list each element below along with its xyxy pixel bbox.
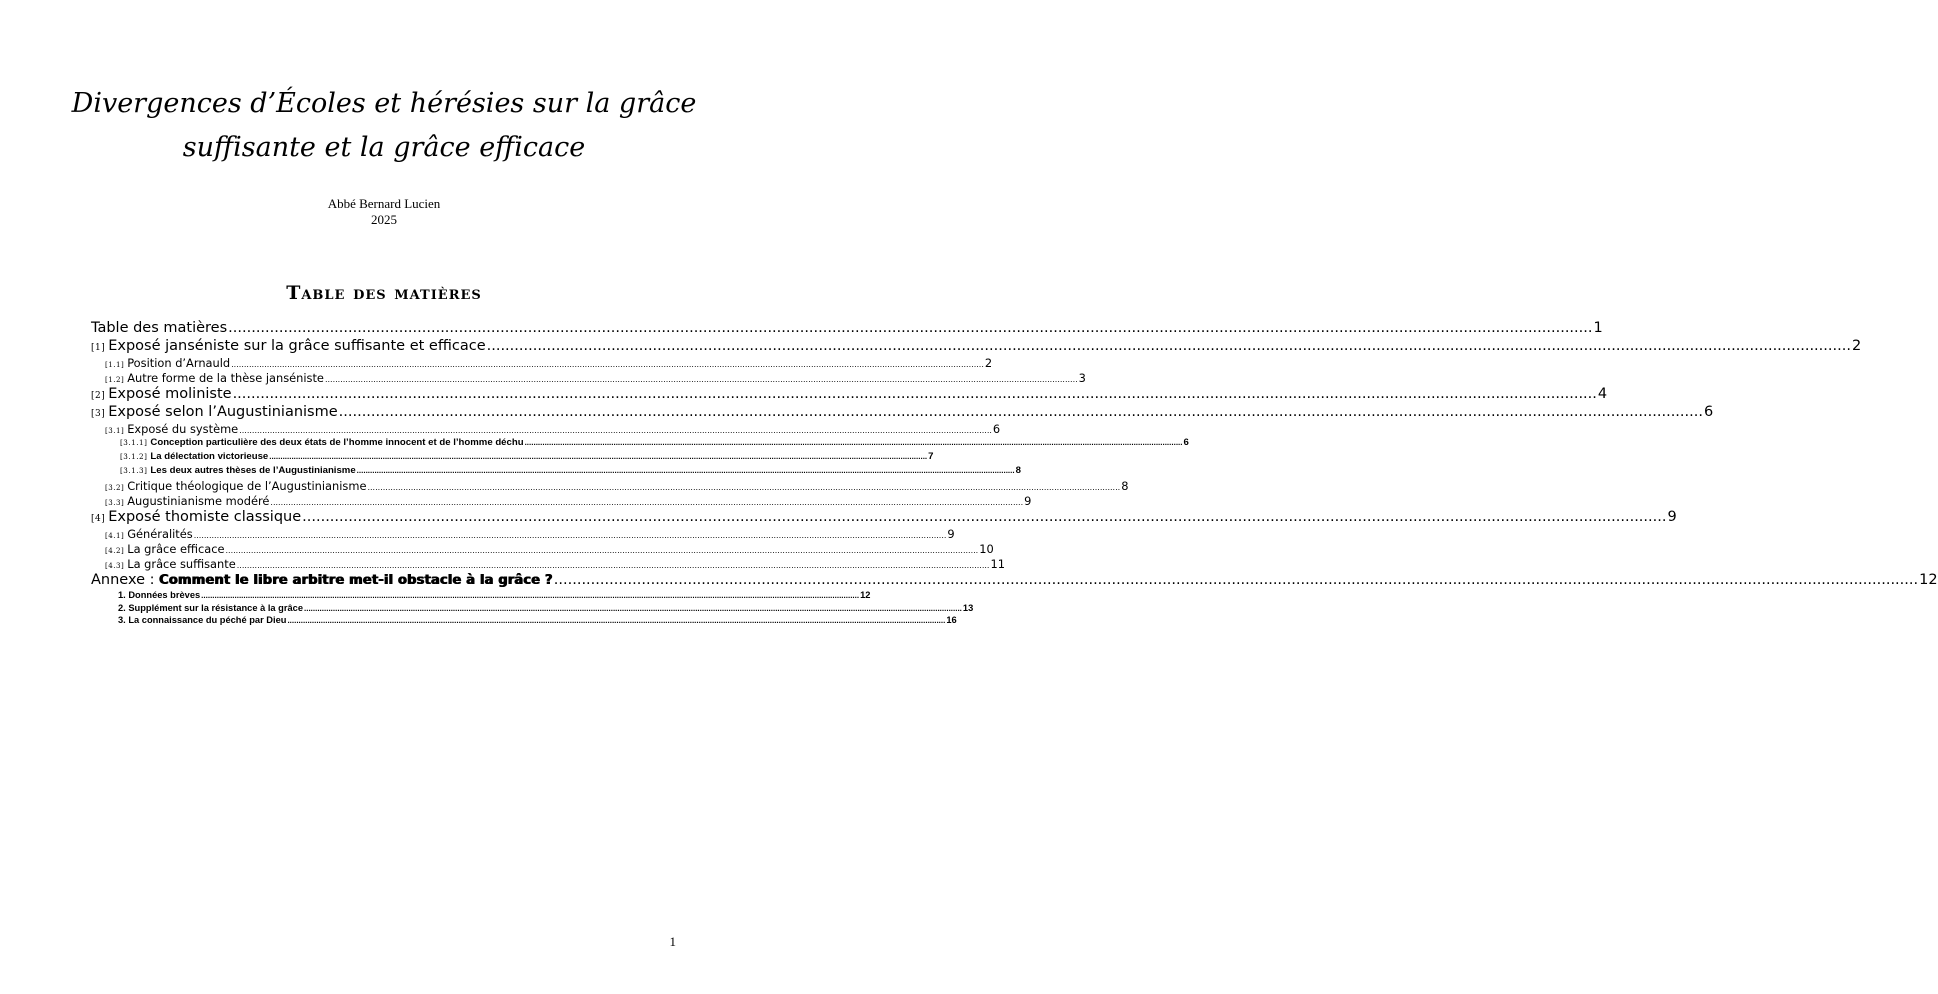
toc-entry-label: La grâce suffisante xyxy=(127,557,236,571)
leader-dots xyxy=(357,466,1015,475)
leader-dots xyxy=(339,404,1703,420)
toc-entry-label: La délectation victorieuse xyxy=(150,451,269,462)
toc-entry-critique-theologique[interactable] xyxy=(105,479,1129,494)
toc-entry-page: 10 xyxy=(979,542,994,556)
section-number: [1.2] xyxy=(105,375,125,384)
toc-entry-label: Généralités xyxy=(127,527,193,541)
toc-entry-annexe[interactable] xyxy=(91,572,1938,590)
toc-entry-label: Position d’Arnauld xyxy=(127,356,231,370)
toc-entry-expose-moliniste[interactable] xyxy=(91,386,1608,404)
toc-entry-label: Conception particulière des deux états de l’homme innocent et de l’homme déchu xyxy=(150,437,524,448)
toc-entry-page: 8 xyxy=(1121,479,1129,493)
toc-entry-generalites[interactable] xyxy=(105,527,955,542)
toc-entry-supplement-resistance[interactable] xyxy=(118,602,974,616)
toc-entry-label-emphasis: Comment le libre arbitre met-il obstacle à la grâce ? xyxy=(159,573,553,588)
toc-entry-page: 6 xyxy=(1703,404,1714,420)
toc-entry-grace-efficace[interactable] xyxy=(105,542,994,557)
toc-entry-page: 12 xyxy=(1919,572,1938,588)
toc-heading: Table des matières xyxy=(286,282,482,304)
toc-entry-label: Autre forme de la thèse janséniste xyxy=(127,371,324,385)
toc-entry-label: Les deux autres thèses de l’Augustinianisme xyxy=(150,465,356,476)
leader-dots xyxy=(201,591,859,600)
section-number: [1] xyxy=(91,343,106,353)
toc-entry-label: Exposé selon l’Augustinianisme xyxy=(108,404,338,420)
toc-entry-page: 1 xyxy=(1593,320,1603,336)
toc-entry-label: Exposé du système xyxy=(127,422,239,436)
toc-entry-page: 11 xyxy=(990,557,1005,571)
leader-dots xyxy=(554,572,1918,588)
leader-dots xyxy=(304,604,962,613)
toc-entry-label: Table des matières xyxy=(91,320,228,336)
leader-dots xyxy=(194,531,947,540)
leader-dots xyxy=(287,616,945,625)
toc-entry-page: 12 xyxy=(860,590,871,600)
toc-entry-expose-thomiste[interactable] xyxy=(91,509,1677,527)
section-number: [3.1.2] xyxy=(120,452,148,461)
section-number: [2] xyxy=(91,391,106,401)
toc-entry-autre-forme[interactable] xyxy=(105,371,1086,386)
toc-entry-expose-augustinianisme[interactable] xyxy=(91,404,1714,422)
toc-entry-augustinianisme-modere[interactable] xyxy=(105,494,1032,509)
toc-entry-label: Annexe : xyxy=(91,572,160,588)
section-number: [1.1] xyxy=(105,360,125,369)
document-title-line-2: suffisante et la grâce efficace xyxy=(182,132,586,163)
leader-dots xyxy=(225,546,978,555)
toc-entry-label: Critique théologique de l’Augustinianisme xyxy=(127,479,367,493)
leader-dots xyxy=(367,483,1120,492)
page-number: 1 xyxy=(669,934,676,949)
leader-dots xyxy=(233,386,1597,402)
section-number: [4.2] xyxy=(105,546,125,555)
leader-dots xyxy=(525,438,1183,447)
leader-dots xyxy=(302,509,1666,525)
toc-entry-expose-systeme[interactable] xyxy=(105,422,1001,437)
toc-entry-label: 3. La connaissance du péché par Dieu xyxy=(118,615,287,625)
leader-dots xyxy=(487,338,1851,354)
toc-entry-page: 6 xyxy=(1183,437,1189,448)
toc-entry-label: Exposé thomiste classique xyxy=(108,509,302,525)
toc-entry-page: 6 xyxy=(992,422,1001,436)
section-number: [3.1.1] xyxy=(120,438,148,447)
toc-entry-page: 8 xyxy=(1015,465,1021,476)
section-number: [3.2] xyxy=(105,483,125,492)
toc-entry-page: 9 xyxy=(1667,509,1677,525)
toc-entry-page: 16 xyxy=(946,615,957,625)
toc-entry-conception-deux-etats[interactable] xyxy=(120,437,1189,451)
toc-entry-page: 7 xyxy=(928,451,934,462)
author: Abbé Bernard Lucien xyxy=(327,196,441,211)
table-of-contents xyxy=(91,320,1938,628)
section-number: [3] xyxy=(91,409,106,419)
leader-dots xyxy=(237,561,990,570)
toc-entry-label: Augustinianisme modéré xyxy=(127,494,270,508)
toc-entry-page: 2 xyxy=(1851,338,1862,354)
leader-dots xyxy=(270,498,1023,507)
toc-entry-expose-janseniste[interactable] xyxy=(91,338,1862,356)
toc-entry-table-des-matieres[interactable] xyxy=(91,320,1603,338)
toc-entry-page: 3 xyxy=(1078,371,1086,385)
toc-entry-label: 2. Supplément sur la résistance à la grâce xyxy=(118,602,303,613)
section-number: [3.1] xyxy=(105,426,125,435)
toc-entry-page: 9 xyxy=(947,527,955,541)
toc-entry-page: 2 xyxy=(984,356,993,370)
year: 2025 xyxy=(371,212,397,227)
toc-entry-grace-suffisante[interactable] xyxy=(105,557,1005,572)
toc-entry-deux-autres-theses[interactable] xyxy=(120,465,1021,479)
section-number: [4.3] xyxy=(105,561,125,570)
toc-entry-position-arnauld[interactable] xyxy=(105,356,993,371)
toc-entry-label: Exposé janséniste sur la grâce suffisante et efficace xyxy=(108,338,486,354)
section-number: [4] xyxy=(91,514,106,524)
section-number: [4.1] xyxy=(105,531,125,540)
leader-dots xyxy=(325,375,1078,384)
toc-entry-page: 4 xyxy=(1597,386,1608,402)
toc-entry-donnees-breves[interactable] xyxy=(118,590,871,603)
leader-dots xyxy=(228,320,1592,336)
section-number: [3.1.3] xyxy=(120,466,148,475)
toc-entry-page: 13 xyxy=(962,602,974,613)
toc-entry-label: La grâce efficace xyxy=(127,542,225,556)
toc-entry-label: 1. Données brèves xyxy=(118,590,201,600)
toc-entry-connaissance-peche[interactable] xyxy=(118,615,957,628)
toc-entry-page: 9 xyxy=(1024,494,1032,508)
toc-entry-label: Exposé moliniste xyxy=(108,386,232,402)
leader-dots xyxy=(231,360,984,369)
toc-entry-delectation-victorieuse[interactable] xyxy=(120,451,934,465)
section-number: [3.3] xyxy=(105,498,125,507)
document-title-line-1: Divergences d’Écoles et hérésies sur la grâce xyxy=(71,88,697,119)
leader-dots xyxy=(269,452,927,461)
leader-dots xyxy=(239,426,992,435)
